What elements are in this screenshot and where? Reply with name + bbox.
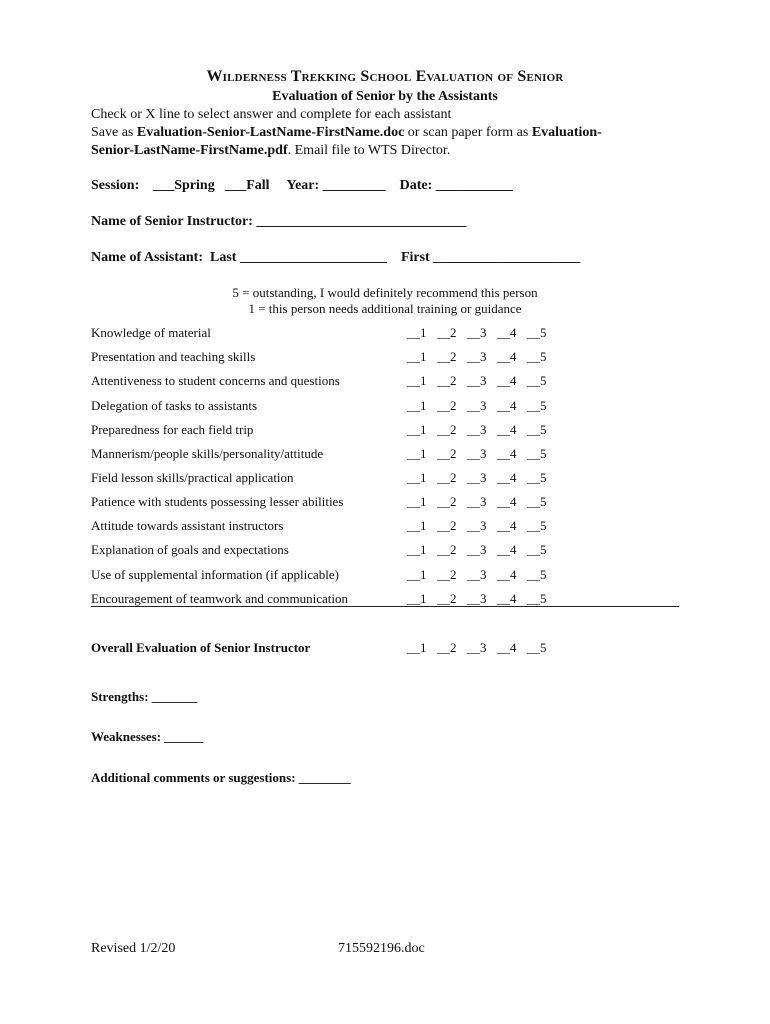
rating-options[interactable]: __1 __2 __3 __4 __5 [407,349,547,364]
criterion-label: Knowledge of material [91,325,211,340]
criterion-label: Patience with students possessing lesser abilities [91,494,344,509]
criterion-label: Presentation and teaching skills [91,349,256,364]
criterion-label: Attentiveness to student concerns and questions [91,373,340,388]
instruction-text: Save as [91,125,137,140]
rating-options[interactable]: __1 __2 __3 __4 __5 [407,518,547,533]
criterion-label: Use of supplemental information (if applicable) [91,567,340,582]
strengths-field[interactable]: Strengths: _______ [91,689,198,704]
rating-options[interactable]: __1 __2 __3 __4 __5 [407,446,547,461]
weaknesses-field[interactable]: Weaknesses: ______ [91,729,204,744]
revision-date: Revised 1/2/20 [91,941,176,956]
instruction-line-3 [91,143,450,159]
rating-options[interactable]: __1 __2 __3 __4 __5 [407,373,547,388]
overall-evaluation-label: Overall Evaluation of Senior Instructor [91,640,311,655]
pdf-filename-pattern: Senior-LastName-FirstName.pdf [91,143,288,158]
document-subtitle: Evaluation of Senior by the Assistants [272,89,498,104]
scale-legend-low: 1 = this person needs additional training or guidance [248,301,522,316]
criterion-label: Delegation of tasks to assistants [91,398,258,413]
scale-legend-high: 5 = outstanding, I would definitely recommend this person [232,285,538,300]
instruction-line-1: Check or X line to select answer and complete for each assistant [91,107,452,122]
instruction-text: . Email file to WTS Director. [287,143,451,158]
rating-options[interactable]: __1 __2 __3 __4 __5 [407,567,547,582]
table-bottom-divider [91,606,679,607]
criterion-label: Attitude towards assistant instructors [91,518,284,533]
criterion-label: Field lesson skills/practical application [91,470,294,485]
instruction-text: or scan paper form as [404,125,532,140]
instruction-line-2 [91,125,602,141]
rating-options[interactable]: __1 __2 __3 __4 __5 [407,470,547,485]
senior-instructor-field[interactable]: Name of Senior Instructor: ______________________________ [91,214,467,229]
criterion-label: Explanation of goals and expectations [91,542,289,557]
document-title: Wilderness Trekking School Evaluation of Senior [206,68,564,85]
doc-filename-pattern: Evaluation-Senior-LastName-FirstName.doc [136,125,405,140]
rating-options[interactable]: __1 __2 __3 __4 __5 [407,591,547,606]
rating-options[interactable]: __1 __2 __3 __4 __5 [407,325,547,340]
rating-options[interactable]: __1 __2 __3 __4 __5 [407,398,547,413]
assistant-name-field[interactable]: Name of Assistant: Last _____________________ First _____________________ [91,250,581,265]
overall-rating-options[interactable]: __1 __2 __3 __4 __5 [407,640,547,655]
document-filename: 715592196.doc [338,941,425,956]
additional-comments-field[interactable]: Additional comments or suggestions: ________ [91,770,351,785]
session-year-date-field[interactable]: Session: ___Spring ___Fall Year: _________ Date: ___________ [91,178,513,193]
criterion-label: Mannerism/people skills/personality/attitude [91,446,324,461]
pdf-filename-pattern: Evaluation- [531,125,602,140]
rating-options[interactable]: __1 __2 __3 __4 __5 [407,542,547,557]
rating-options[interactable]: __1 __2 __3 __4 __5 [407,494,547,509]
rating-options[interactable]: __1 __2 __3 __4 __5 [407,422,547,437]
criterion-label: Encouragement of teamwork and communication [91,591,349,606]
criterion-label: Preparedness for each field trip [91,422,254,437]
